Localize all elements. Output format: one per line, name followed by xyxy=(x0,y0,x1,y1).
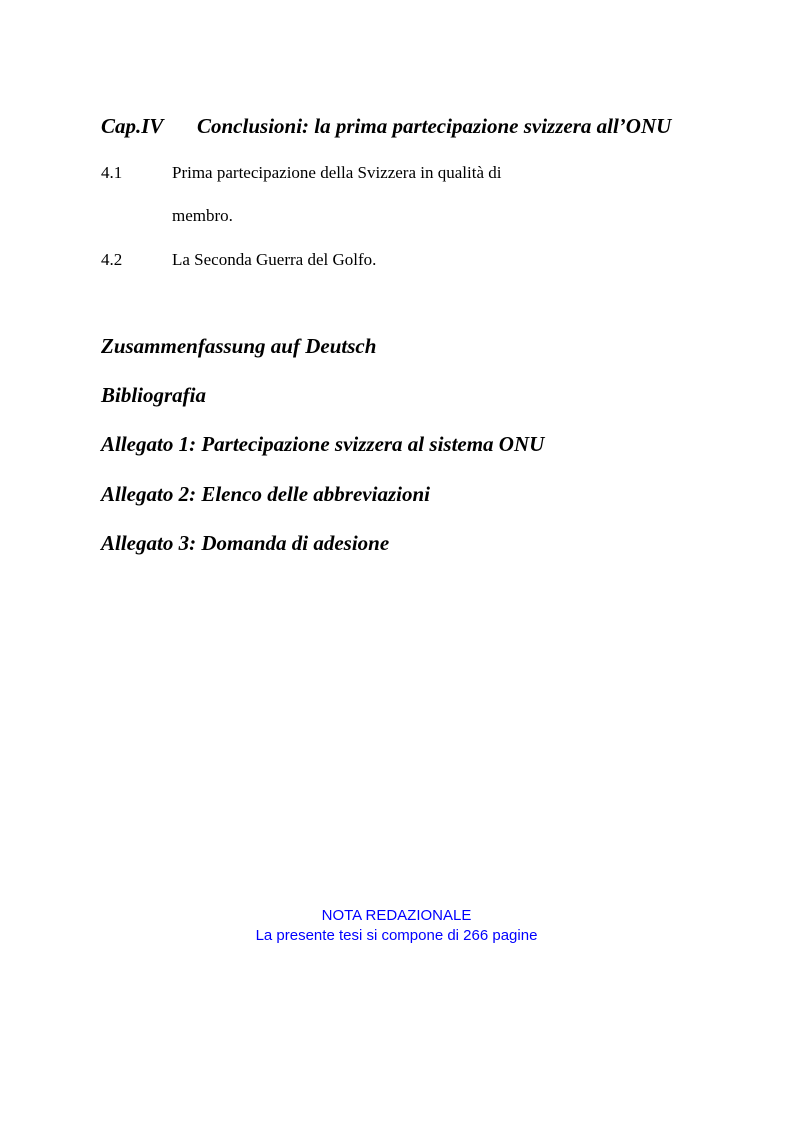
section-title-4-1-continued: membro. xyxy=(172,206,233,225)
chapter-label: Cap.IV xyxy=(101,114,164,138)
toc-entry-allegato-1: Allegato 1: Partecipazione svizzera al sistema ONU xyxy=(101,432,545,456)
toc-entry-bibliografia: Bibliografia xyxy=(101,383,207,407)
toc-entry-allegato-2: Allegato 2: Elenco delle abbreviazioni xyxy=(101,482,430,506)
toc-entry-allegato-3: Allegato 3: Domanda di adesione xyxy=(101,531,390,555)
section-title-4-1: Prima partecipazione della Svizzera in qualità di xyxy=(172,163,502,182)
chapter-title: Conclusioni: la prima partecipazione svizzera all’ONU xyxy=(197,114,672,138)
section-title-4-2: La Seconda Guerra del Golfo. xyxy=(172,250,377,269)
toc-entry-zusammenfassung: Zusammenfassung auf Deutsch xyxy=(101,334,377,358)
section-number-4-2: 4.2 xyxy=(101,250,123,269)
section-number-4-1: 4.1 xyxy=(101,163,123,182)
editorial-note-title: NOTA REDAZIONALE xyxy=(321,907,472,924)
editorial-note-text: La presente tesi si compone di 266 pagine xyxy=(255,927,538,944)
